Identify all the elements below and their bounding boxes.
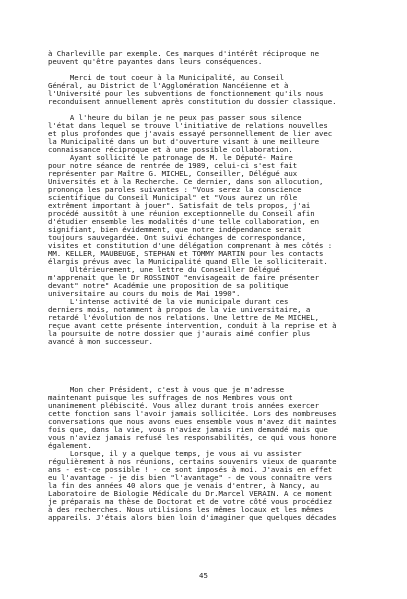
text-line: représenter par Maître G. MICHEL, Conseiller, Délégué aux: [48, 169, 298, 178]
text-line: toujours sauvegardée. Ont suivi échanges de correspondance,: [48, 233, 306, 242]
text-line: la Municipalité dans un but d'ouverture visant à une meilleure: [48, 137, 320, 146]
text-line: Mon cher Président, c'est à vous que je m'adresse: [48, 385, 285, 394]
text-line: conversations que nous avons eues ensemble vous m'avez dit maintes: [48, 417, 337, 426]
text-line: derniers mois, notamment à propos de la vie universitaire, a: [48, 305, 311, 314]
text-line: A l'heure du bilan je ne peux pas passer sous silence: [48, 113, 302, 122]
text-line: vous n'aviez jamais refusé les responsabilités, ce qui vous honore: [48, 433, 337, 442]
text-line: Lorsque, il y a quelque temps, je vous ai vu assister: [48, 449, 302, 458]
text-line: élargis prévus avec la Municipalité quand Elle le solliciterait.: [48, 257, 328, 266]
text-line: régulièrement à nos réunions, certains souvenirs vieux de quarante: [48, 457, 337, 466]
text-line: visites et constitution d'une délégation comprenant à mes côtés :: [48, 241, 333, 250]
text-line: la fin des années 40 alors que je venais d'entrer, à Nancy, au: [48, 481, 320, 490]
text-line: l'Université pour les subventions de fonctionnement qu'ils nous: [48, 89, 324, 98]
text-line: m'apprenait que le Dr ROSSINOT "envisageait de faire présenter: [48, 273, 320, 282]
text-line: pour notre séance de rentrée de 1989, celui-ci s'est fait: [48, 161, 298, 170]
text-line: également.: [48, 441, 92, 450]
text-line: Ayant sollicité le patronage de M. le Député- Maire: [48, 153, 293, 162]
text-line: fois que, dans la vie, vous n'aviez jamais rien demandé mais que: [48, 425, 328, 434]
text-line: appareils. J'étais alors bien loin d'imaginer que quelques décades: [48, 513, 337, 522]
text-line: à Charleville par exemple. Ces marques d'intérêt réciproque ne: [48, 49, 320, 58]
text-line: prononça les paroles suivantes : "Vous serez la conscience: [48, 185, 302, 194]
text-line: je préparais ma thèse de Doctorat et de votre côté vous procédiez: [48, 497, 333, 506]
text-line: eu l'avantage - je dis bien "l'avantage" - de vous connaître vers: [48, 473, 333, 482]
text-line: reconduisent annuellement après constitution du dossier classique.: [48, 97, 337, 106]
text-line: devant" notre" Académie une proposition de sa politique: [48, 281, 289, 290]
text-line: Laboratoire de Biologie Médicale du Dr.Marcel VERAIN. A ce moment: [48, 489, 333, 498]
text-line: L'intense activité de la vie municipale durant ces: [48, 297, 289, 306]
text-line: ans - est-ce possible ! - ce sont imposés à moi. J'avais en effet: [48, 465, 333, 474]
text-line: procédé aussitôt à une réunion exceptionnelle du Conseil afin: [48, 209, 315, 218]
text-line: unanimement plébiscité. Vous allez durant trois années exercer: [48, 401, 320, 410]
text-line: reçue avant cette présente intervention, conduit à la reprise et à: [48, 321, 337, 330]
text-line: à des recherches. Nous utilisions les mêmes locaux et les mêmes: [48, 505, 324, 514]
text-line: cette fonction sans l'avoir jamais sollicitée. Lors des nombreuses: [48, 409, 337, 418]
text-line: maintenant puisque les suffrages de nos Membres vous ont: [48, 393, 293, 402]
text-line: d'étudier ensemble les modalités d'une telle collaboration, en: [48, 217, 320, 226]
text-line: Général, au District de l'Agglomération Nancéienne et à: [48, 81, 289, 90]
text-line: Merci de tout coeur à la Municipalité, au Conseil: [48, 73, 285, 82]
text-line: l'état dans lequel se trouve l'initiative de relations nouvelles: [48, 121, 328, 130]
text-line: connaissance réciproque et à une possible collaboration.: [48, 145, 293, 154]
text-line: peuvent qu'être payantes dans leurs conséquences.: [48, 57, 263, 66]
text-line: avancé à mon successeur.: [48, 337, 153, 346]
text-line: et plus profondes que j'avais essayé personnellement de lier avec: [48, 129, 333, 138]
text-line: extrêment important à jouer". Satisfait de tels propos, j'ai: [48, 201, 311, 210]
text-line: Universités et à la Recherche. Ce dernier, dans son allocution,: [48, 177, 324, 186]
text-line: MM. KELLER, MAUBEUGE, STEPHAN et TOMMY MARTIN pour les contacts: [48, 249, 324, 258]
text-line: retardé l'évolution de nos relations. Une lettre de Me MICHEL,: [48, 313, 320, 322]
text-line: Ultérieurement, une lettre du Conseiller Délégué: [48, 265, 280, 274]
text-line: signifiant, bien évidemment, que notre indépendance serait: [48, 225, 302, 234]
text-line: scientifique du Conseil Municipal" et "Vous aurez un rôle: [48, 193, 298, 202]
text-line: la poursuite de notre dossier que j'aurais aimé confier plus: [48, 329, 311, 338]
text-line: universitaire au cours du mois de Mai 1990".: [48, 289, 241, 298]
page-number: 45: [199, 571, 208, 580]
